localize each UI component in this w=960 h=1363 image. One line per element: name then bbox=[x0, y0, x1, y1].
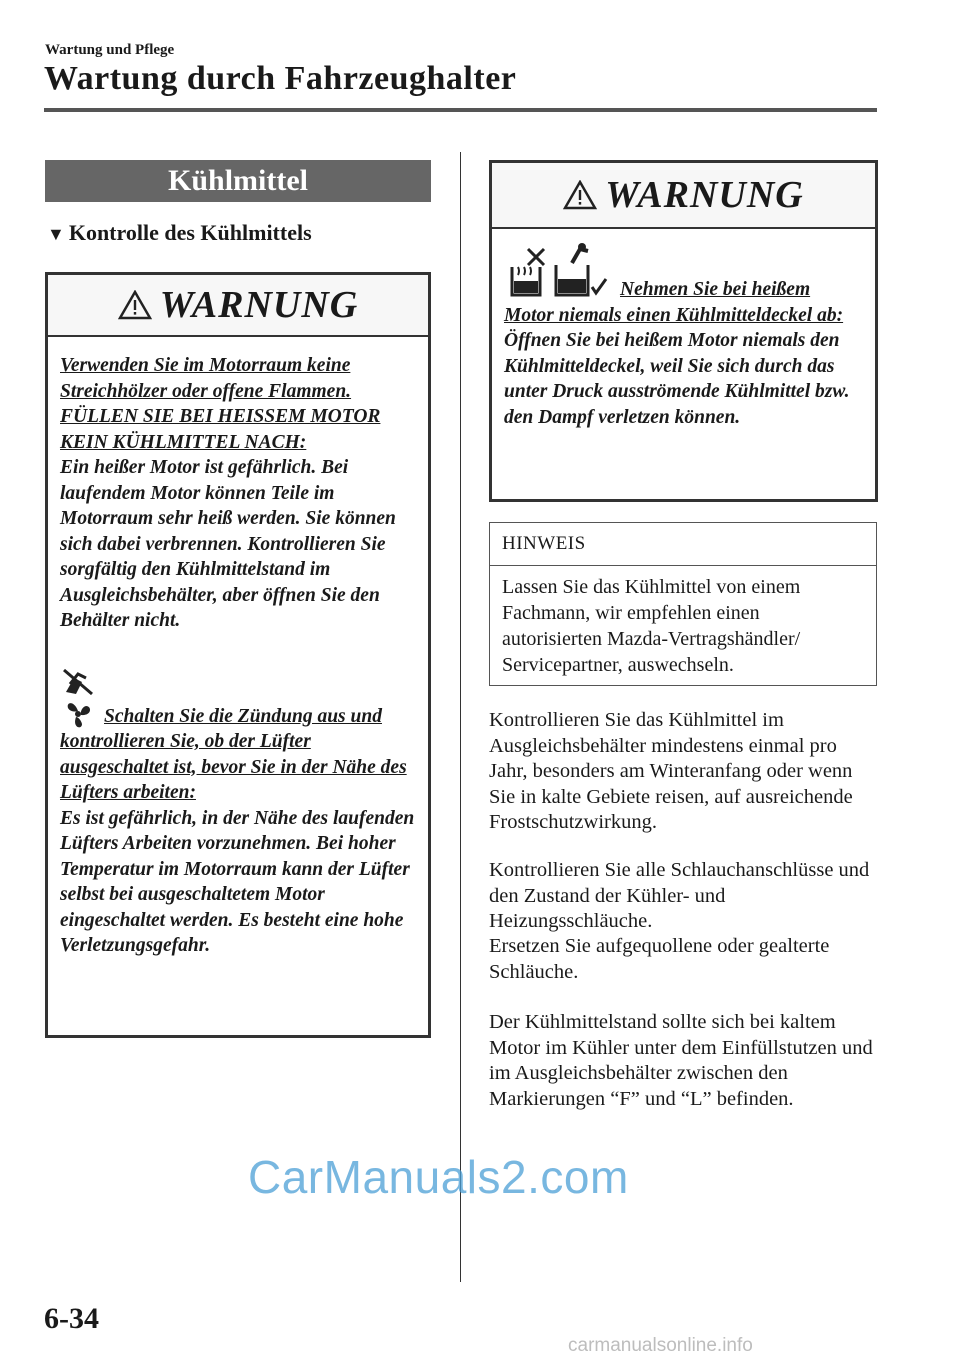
fan-icon bbox=[60, 698, 96, 730]
note-box bbox=[489, 522, 877, 686]
subheading bbox=[47, 220, 312, 246]
subheading-text: Kontrolle des Kühlmittels bbox=[68, 220, 312, 245]
warning-underlined-text: Schalten Sie die Zündung aus und kontrollieren Sie, ob der Lüfter ausgeschaltet ist, bevor Sie in der Nähe des Lüfters arbeiten: bbox=[60, 705, 407, 803]
warning-header bbox=[492, 163, 875, 229]
note-text: Lassen Sie das Kühlmittel von einem Fachmann, wir empfehlen einen autorisierten Mazda-Vertragshändler/ Servicepartner, auswechseln. bbox=[502, 576, 801, 676]
warning-text: Ein heißer Motor ist gefährlich. Bei laufendem Motor können Teile im Motorraum sehr heiß werden. Sie können sich dabei verbrennen. Kontrollieren Sie sorgfältig den Kühlmittelstand im Ausgleichsbehälter, aber öffnen Sie den Behälter nicht. bbox=[60, 457, 396, 631]
header-rule bbox=[44, 108, 877, 112]
footer-watermark: carmanualsonline.info bbox=[568, 1335, 753, 1356]
page-title: Wartung durch Fahrzeughalter bbox=[44, 60, 517, 97]
body-paragraph: Der Kühlmittelstand sollte sich bei kaltem Motor im Kühler unter dem Einfüllstutzen und im Ausgleichsbehälter zwischen den Markierungen “F” und “L” befinden. bbox=[489, 1011, 873, 1110]
warning-box-right bbox=[489, 160, 878, 502]
section-label: Wartung und Pflege bbox=[45, 42, 175, 58]
warning-triangle-icon bbox=[118, 290, 152, 320]
coolant-cap-icon bbox=[552, 241, 608, 299]
body-paragraph: Ersetzen Sie aufgequollene oder gealterte Schläuche. bbox=[489, 935, 830, 983]
triangle-bullet-icon: ▼ bbox=[47, 224, 65, 244]
warning-box-left bbox=[45, 272, 431, 1038]
body-paragraph: Kontrollieren Sie das Kühlmittel im Ausgleichsbehälter mindestens einmal pro Jahr, besonders am Winteranfang oder wenn Sie in kalte Gebiete reisen, auf ausreichende Frostschutzwirkung. bbox=[489, 709, 853, 833]
note-title: HINWEIS bbox=[490, 523, 876, 566]
warning-title: WARNUNG bbox=[159, 284, 359, 326]
warning-text: Es ist gefährlich, in der Nähe des laufenden Lüfters Arbeiten vorzunehmen. Bei hoher Temperatur im Motorraum kann der Lüfter selbst bei ausgeschaltetem Motor eingeschaltet werden. Es besteht eine hohe Verletzungsgefahr. bbox=[60, 807, 415, 956]
watermark: CarManuals2.com bbox=[248, 1151, 629, 1203]
warning-body bbox=[492, 229, 875, 440]
page-number: 6-34 bbox=[44, 1302, 99, 1335]
no-hand-icon bbox=[60, 664, 416, 698]
warning-body bbox=[48, 337, 428, 969]
warning-triangle-icon bbox=[563, 180, 597, 210]
warning-text: Öffnen Sie bei heißem Motor niemals den Kühlmitteldeckel, weil Sie sich durch das unter Druck ausströmende Kühlmittel bzw. den Dampf verletzen können. bbox=[504, 330, 850, 428]
warning-header bbox=[48, 275, 428, 337]
body-paragraph: Kontrollieren Sie alle Schlauchanschlüsse und den Zustand der Kühler- und Heizungsschläuche. bbox=[489, 859, 870, 932]
section-banner: Kühlmittel bbox=[45, 160, 431, 202]
warning-title: WARNUNG bbox=[605, 174, 804, 216]
warning-underlined-text: Verwenden Sie im Motorraum keine Streichhölzer oder offene Flammen. FÜLLEN SIE BEI HEISSEM MOTOR KEIN KÜHLMITTEL NACH: bbox=[60, 355, 381, 453]
warning-underlined-text: Nehmen Sie bei heißem Motor niemals einen Kühlmitteldeckel ab: bbox=[504, 279, 844, 326]
column-divider bbox=[460, 152, 461, 1282]
hot-coolant-no-open-icon bbox=[504, 245, 546, 299]
